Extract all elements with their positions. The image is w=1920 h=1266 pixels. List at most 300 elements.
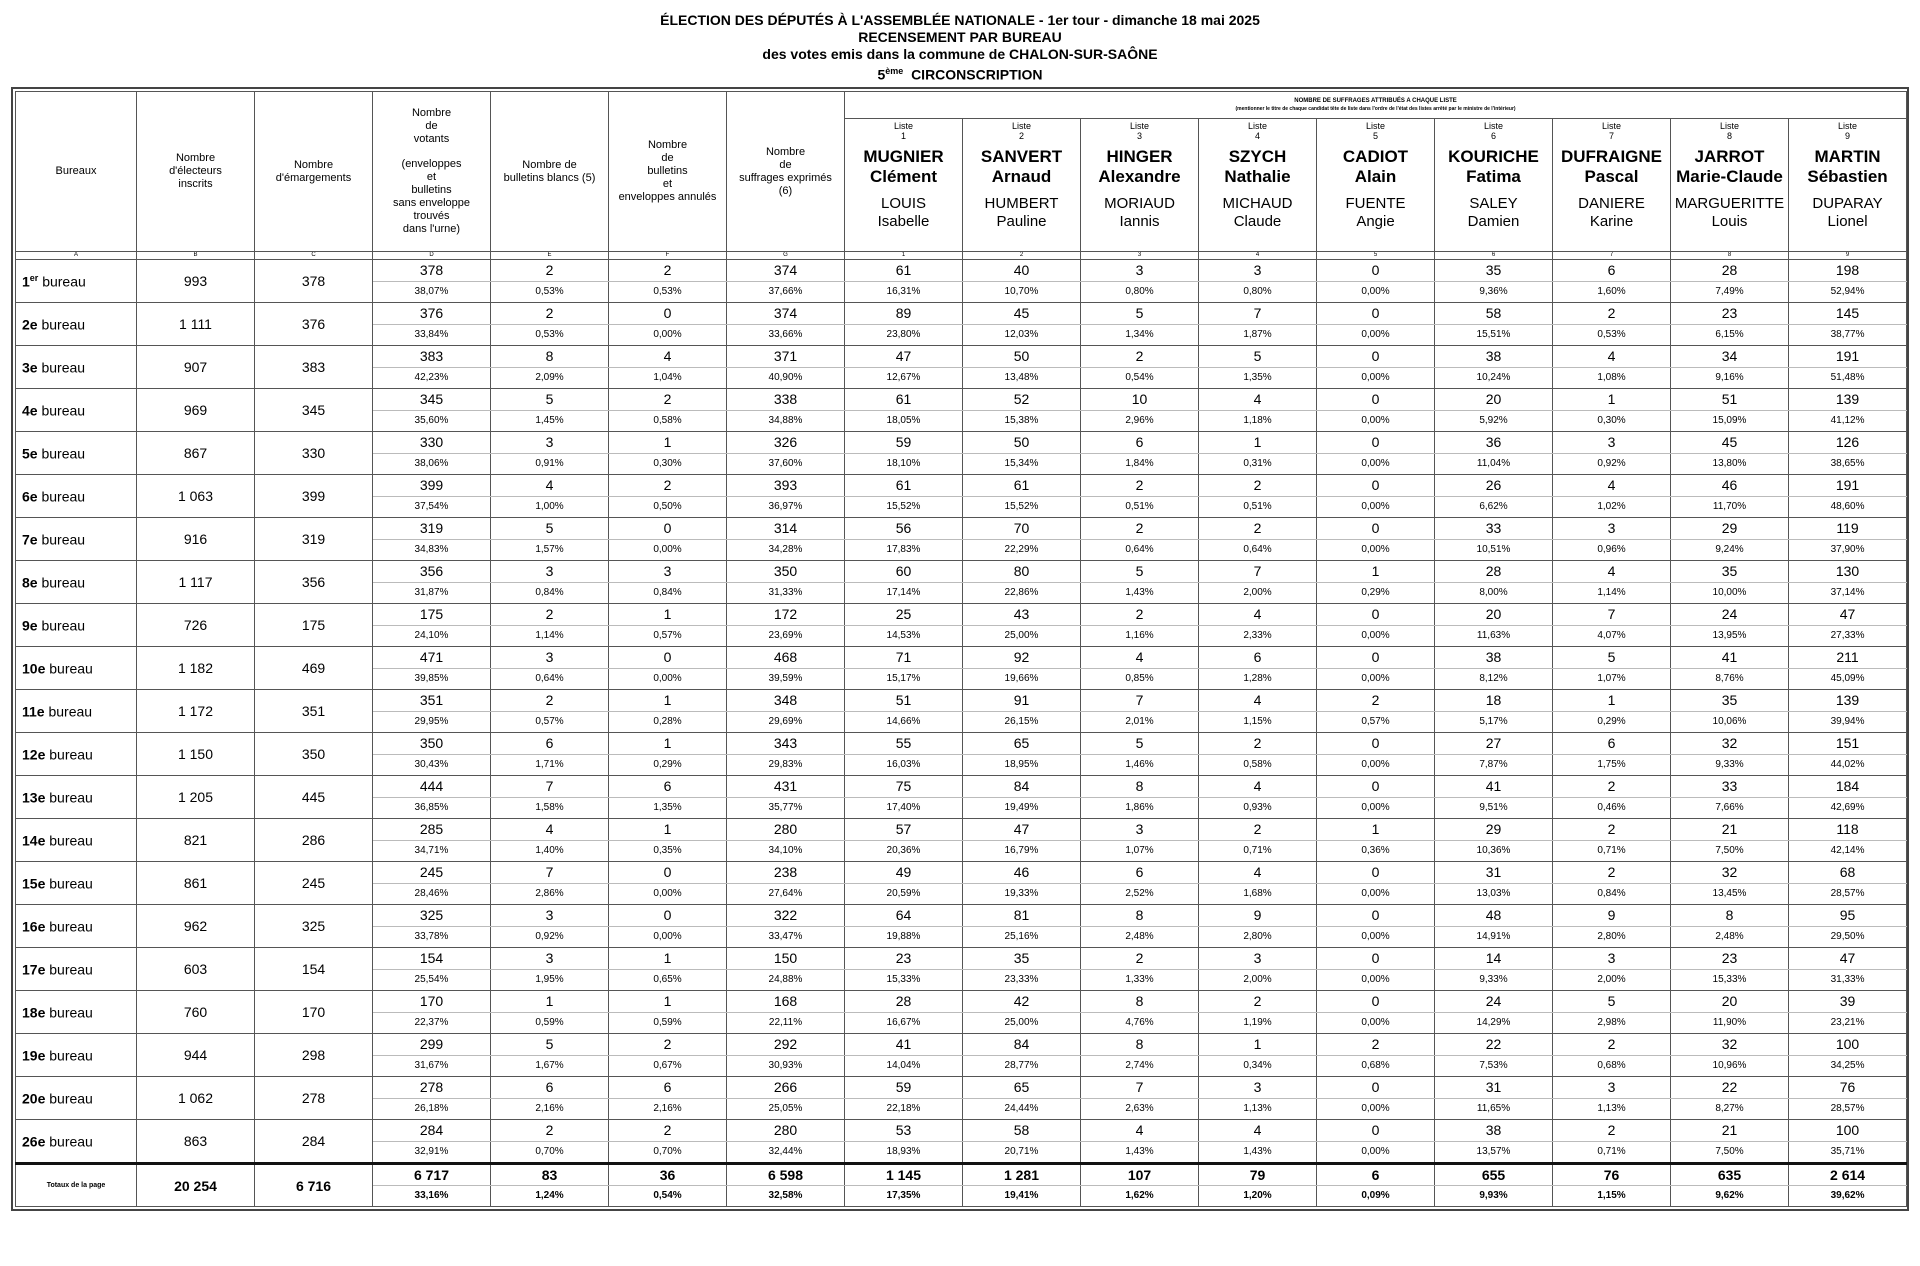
value-cell: 32 xyxy=(1671,1034,1789,1056)
inscrits-cell: 907 xyxy=(137,346,255,389)
percent-cell: 0,36% xyxy=(1317,841,1435,862)
value-cell: 374 xyxy=(727,303,845,325)
candidate-number: 3 xyxy=(1136,131,1142,141)
value-cell: 4 xyxy=(1199,690,1317,712)
value-cell: 2 xyxy=(609,1034,727,1056)
candidate-substitute: MICHAUD Claude xyxy=(1222,195,1293,230)
value-cell: 23 xyxy=(1671,303,1789,325)
value-cell: 80 xyxy=(963,561,1081,583)
candidate-name: SZYCH Nathalie xyxy=(1224,147,1291,186)
percent-cell: 24,10% xyxy=(373,626,491,647)
value-cell: 8 xyxy=(1081,905,1199,927)
value-cell: 2 xyxy=(1199,733,1317,755)
value-cell: 18 xyxy=(1435,690,1553,712)
emargements-cell: 170 xyxy=(255,991,373,1034)
header-blancs: Nombre de bulletins blancs (5) xyxy=(491,92,609,252)
value-cell: 6 xyxy=(1553,733,1671,755)
percent-cell: 0,80% xyxy=(1081,282,1199,303)
percent-cell: 0,29% xyxy=(1317,583,1435,604)
inscrits-cell: 867 xyxy=(137,432,255,475)
value-cell: 3 xyxy=(491,432,609,454)
total-value-cell: 1 281 xyxy=(963,1164,1081,1186)
inscrits-cell: 726 xyxy=(137,604,255,647)
percent-cell: 24,44% xyxy=(963,1099,1081,1120)
percent-cell: 0,65% xyxy=(609,970,727,991)
value-cell: 84 xyxy=(963,776,1081,798)
table-row xyxy=(16,432,1907,454)
percent-cell: 23,69% xyxy=(727,626,845,647)
value-cell: 32 xyxy=(1671,862,1789,884)
total-value-cell: 83 xyxy=(491,1164,609,1186)
value-cell: 75 xyxy=(845,776,963,798)
value-cell: 130 xyxy=(1789,561,1907,583)
value-cell: 7 xyxy=(1199,303,1317,325)
total-percent-cell: 1,15% xyxy=(1553,1186,1671,1207)
value-cell: 393 xyxy=(727,475,845,497)
percent-cell: 5,17% xyxy=(1435,712,1553,733)
percent-cell: 0,53% xyxy=(1553,325,1671,346)
percent-cell: 44,02% xyxy=(1789,755,1907,776)
percent-cell: 0,00% xyxy=(1317,497,1435,518)
percent-cell: 22,29% xyxy=(963,540,1081,561)
value-cell: 280 xyxy=(727,1120,845,1142)
percent-cell: 0,00% xyxy=(1317,798,1435,819)
percent-cell: 20,59% xyxy=(845,884,963,905)
percent-cell: 1,07% xyxy=(1553,669,1671,690)
inscrits-cell: 1 062 xyxy=(137,1077,255,1120)
value-cell: 6 xyxy=(1081,432,1199,454)
value-cell: 314 xyxy=(727,518,845,540)
candidate-liste-label: Liste xyxy=(1247,121,1267,131)
percent-cell: 19,66% xyxy=(963,669,1081,690)
column-letter: 1 xyxy=(845,252,963,260)
value-cell: 4 xyxy=(1199,604,1317,626)
percent-cell: 10,70% xyxy=(963,282,1081,303)
percent-cell: 0,00% xyxy=(609,669,727,690)
value-cell: 1 xyxy=(1553,389,1671,411)
percent-cell: 2,16% xyxy=(491,1099,609,1120)
value-cell: 3 xyxy=(491,647,609,669)
value-cell: 0 xyxy=(1317,260,1435,282)
bureau-label: 16e bureau xyxy=(16,905,137,948)
column-letter: 8 xyxy=(1671,252,1789,260)
value-cell: 47 xyxy=(963,819,1081,841)
percent-cell: 7,66% xyxy=(1671,798,1789,819)
percent-cell: 15,09% xyxy=(1671,411,1789,432)
candidate-name: CADIOT Alain xyxy=(1342,147,1409,186)
inscrits-cell: 863 xyxy=(137,1120,255,1164)
value-cell: 7 xyxy=(491,776,609,798)
value-cell: 319 xyxy=(373,518,491,540)
bureau-label: 6e bureau xyxy=(16,475,137,518)
percent-cell: 39,94% xyxy=(1789,712,1907,733)
value-cell: 6 xyxy=(1553,260,1671,282)
value-cell: 2 xyxy=(491,260,609,282)
value-cell: 0 xyxy=(1317,303,1435,325)
bureau-label: 4e bureau xyxy=(16,389,137,432)
percent-cell: 15,52% xyxy=(845,497,963,518)
percent-cell: 1,71% xyxy=(491,755,609,776)
circonscription-number: 5 xyxy=(877,66,886,83)
results-table xyxy=(15,91,1907,1207)
percent-cell: 0,53% xyxy=(491,282,609,303)
percent-cell: 0,54% xyxy=(1081,368,1199,389)
candidate-header xyxy=(1081,119,1199,252)
value-cell: 41 xyxy=(845,1034,963,1056)
inscrits-cell: 993 xyxy=(137,260,255,303)
percent-cell: 2,98% xyxy=(1553,1013,1671,1034)
value-cell: 471 xyxy=(373,647,491,669)
percent-cell: 7,87% xyxy=(1435,755,1553,776)
inscrits-cell: 1 150 xyxy=(137,733,255,776)
percent-cell: 1,68% xyxy=(1199,884,1317,905)
header-exprimes: Nombre de suffrages exprimés (6) xyxy=(727,92,845,252)
value-cell: 46 xyxy=(963,862,1081,884)
value-cell: 2 xyxy=(1553,862,1671,884)
value-cell: 41 xyxy=(1435,776,1553,798)
value-cell: 64 xyxy=(845,905,963,927)
value-cell: 154 xyxy=(373,948,491,970)
percent-cell: 29,69% xyxy=(727,712,845,733)
value-cell: 28 xyxy=(845,991,963,1013)
value-cell: 2 xyxy=(1081,604,1199,626)
value-cell: 118 xyxy=(1789,819,1907,841)
value-cell: 4 xyxy=(491,475,609,497)
percent-cell: 0,00% xyxy=(609,325,727,346)
value-cell: 285 xyxy=(373,819,491,841)
title-line-1: ÉLECTION DES DÉPUTÉS À L'ASSEMBLÉE NATIONALE - 1er tour - dimanche 18 mai 2025 xyxy=(660,12,1260,28)
total-percent-cell: 39,62% xyxy=(1789,1186,1907,1207)
table-row xyxy=(16,905,1907,927)
value-cell: 24 xyxy=(1671,604,1789,626)
percent-cell: 2,63% xyxy=(1081,1099,1199,1120)
percent-cell: 15,33% xyxy=(845,970,963,991)
value-cell: 20 xyxy=(1671,991,1789,1013)
table-row xyxy=(16,346,1907,368)
total-value-cell: 635 xyxy=(1671,1164,1789,1186)
column-letter: D xyxy=(373,252,491,260)
percent-cell: 1,60% xyxy=(1553,282,1671,303)
value-cell: 100 xyxy=(1789,1120,1907,1142)
percent-cell: 0,30% xyxy=(1553,411,1671,432)
totals-label: Totaux de la page xyxy=(16,1164,137,1207)
percent-cell: 42,69% xyxy=(1789,798,1907,819)
percent-cell: 1,43% xyxy=(1199,1142,1317,1164)
percent-cell: 9,33% xyxy=(1671,755,1789,776)
value-cell: 2 xyxy=(491,604,609,626)
percent-cell: 31,67% xyxy=(373,1056,491,1077)
value-cell: 7 xyxy=(1553,604,1671,626)
value-cell: 0 xyxy=(1317,604,1435,626)
value-cell: 22 xyxy=(1671,1077,1789,1099)
total-value-cell: 2 614 xyxy=(1789,1164,1907,1186)
percent-cell: 27,33% xyxy=(1789,626,1907,647)
candidate-number: 6 xyxy=(1490,131,1496,141)
value-cell: 211 xyxy=(1789,647,1907,669)
value-cell: 81 xyxy=(963,905,1081,927)
table-row xyxy=(16,1120,1907,1142)
percent-cell: 1,07% xyxy=(1081,841,1199,862)
candidate-number: 7 xyxy=(1608,131,1614,141)
percent-cell: 24,88% xyxy=(727,970,845,991)
value-cell: 0 xyxy=(609,862,727,884)
percent-cell: 11,63% xyxy=(1435,626,1553,647)
value-cell: 68 xyxy=(1789,862,1907,884)
emargements-cell: 330 xyxy=(255,432,373,475)
percent-cell: 0,59% xyxy=(491,1013,609,1034)
percent-cell: 0,59% xyxy=(609,1013,727,1034)
candidate-liste-label: Liste xyxy=(1719,121,1739,131)
percent-cell: 0,00% xyxy=(1317,884,1435,905)
bureau-label: 26e bureau xyxy=(16,1120,137,1164)
value-cell: 84 xyxy=(963,1034,1081,1056)
percent-cell: 0,00% xyxy=(1317,970,1435,991)
total-inscrits: 20 254 xyxy=(137,1164,255,1207)
column-letter-row xyxy=(16,252,1907,260)
percent-cell: 9,51% xyxy=(1435,798,1553,819)
percent-cell: 0,30% xyxy=(609,454,727,475)
percent-cell: 39,85% xyxy=(373,669,491,690)
value-cell: 0 xyxy=(1317,1077,1435,1099)
emargements-cell: 378 xyxy=(255,260,373,303)
percent-cell: 1,46% xyxy=(1081,755,1199,776)
total-percent-cell: 0,09% xyxy=(1317,1186,1435,1207)
percent-cell: 0,34% xyxy=(1199,1056,1317,1077)
emargements-cell: 286 xyxy=(255,819,373,862)
value-cell: 42 xyxy=(963,991,1081,1013)
percent-cell: 11,70% xyxy=(1671,497,1789,518)
value-cell: 1 xyxy=(1553,690,1671,712)
table-row xyxy=(16,604,1907,626)
percent-cell: 26,18% xyxy=(373,1099,491,1120)
percent-cell: 27,64% xyxy=(727,884,845,905)
value-cell: 29 xyxy=(1671,518,1789,540)
value-cell: 1 xyxy=(609,604,727,626)
bureau-label: 3e bureau xyxy=(16,346,137,389)
inscrits-cell: 760 xyxy=(137,991,255,1034)
value-cell: 61 xyxy=(845,260,963,282)
value-cell: 0 xyxy=(1317,905,1435,927)
value-cell: 238 xyxy=(727,862,845,884)
value-cell: 0 xyxy=(609,647,727,669)
value-cell: 65 xyxy=(963,1077,1081,1099)
emargements-cell: 175 xyxy=(255,604,373,647)
percent-cell: 0,00% xyxy=(1317,540,1435,561)
value-cell: 89 xyxy=(845,303,963,325)
circonscription-label: CIRCONSCRIPTION xyxy=(911,66,1043,83)
inscrits-cell: 1 063 xyxy=(137,475,255,518)
bureau-label: 15e bureau xyxy=(16,862,137,905)
value-cell: 374 xyxy=(727,260,845,282)
total-emargements: 6 716 xyxy=(255,1164,373,1207)
value-cell: 59 xyxy=(845,432,963,454)
value-cell: 2 xyxy=(609,389,727,411)
column-letter: 4 xyxy=(1199,252,1317,260)
percent-cell: 16,03% xyxy=(845,755,963,776)
percent-cell: 11,90% xyxy=(1671,1013,1789,1034)
value-cell: 7 xyxy=(1199,561,1317,583)
candidate-substitute: DANIERE Karine xyxy=(1578,195,1645,230)
column-letter: 3 xyxy=(1081,252,1199,260)
percent-cell: 10,36% xyxy=(1435,841,1553,862)
value-cell: 191 xyxy=(1789,475,1907,497)
percent-cell: 33,66% xyxy=(727,325,845,346)
percent-cell: 33,78% xyxy=(373,927,491,948)
percent-cell: 0,67% xyxy=(609,1056,727,1077)
value-cell: 58 xyxy=(963,1120,1081,1142)
percent-cell: 34,28% xyxy=(727,540,845,561)
inscrits-cell: 861 xyxy=(137,862,255,905)
emargements-cell: 154 xyxy=(255,948,373,991)
percent-cell: 31,87% xyxy=(373,583,491,604)
percent-cell: 0,80% xyxy=(1199,282,1317,303)
candidate-number: 8 xyxy=(1726,131,1732,141)
value-cell: 22 xyxy=(1435,1034,1553,1056)
emargements-cell: 356 xyxy=(255,561,373,604)
percent-cell: 12,03% xyxy=(963,325,1081,346)
percent-cell: 30,43% xyxy=(373,755,491,776)
value-cell: 36 xyxy=(1435,432,1553,454)
value-cell: 92 xyxy=(963,647,1081,669)
percent-cell: 0,00% xyxy=(1317,368,1435,389)
percent-cell: 2,52% xyxy=(1081,884,1199,905)
header-suffrages: NOMBRE DE SUFFRAGES ATTRIBUÉS A CHAQUE LISTE (mentionner le titre de chaque candidat tête de liste dans l'ordre de l'état des listes arrêté par le ministre de l'intérieur) xyxy=(845,92,1907,119)
value-cell: 0 xyxy=(1317,948,1435,970)
percent-cell: 9,33% xyxy=(1435,970,1553,991)
percent-cell: 1,33% xyxy=(1081,970,1199,991)
value-cell: 39 xyxy=(1789,991,1907,1013)
percent-cell: 2,33% xyxy=(1199,626,1317,647)
bureau-label: 18e bureau xyxy=(16,991,137,1034)
value-cell: 151 xyxy=(1789,733,1907,755)
emargements-cell: 383 xyxy=(255,346,373,389)
percent-cell: 6,15% xyxy=(1671,325,1789,346)
candidate-name: HINGER Alexandre xyxy=(1098,147,1181,186)
table-body xyxy=(16,260,1907,1207)
value-cell: 4 xyxy=(1553,561,1671,583)
candidate-number: 1 xyxy=(900,131,906,141)
value-cell: 399 xyxy=(373,475,491,497)
emargements-cell: 284 xyxy=(255,1120,373,1164)
value-cell: 60 xyxy=(845,561,963,583)
percent-cell: 0,00% xyxy=(1317,325,1435,346)
value-cell: 2 xyxy=(1317,690,1435,712)
value-cell: 2 xyxy=(1199,518,1317,540)
percent-cell: 0,00% xyxy=(1317,411,1435,432)
percent-cell: 1,04% xyxy=(609,368,727,389)
column-letter: B xyxy=(137,252,255,260)
percent-cell: 1,84% xyxy=(1081,454,1199,475)
percent-cell: 9,36% xyxy=(1435,282,1553,303)
percent-cell: 31,33% xyxy=(727,583,845,604)
value-cell: 14 xyxy=(1435,948,1553,970)
percent-cell: 2,01% xyxy=(1081,712,1199,733)
percent-cell: 0,64% xyxy=(1199,540,1317,561)
value-cell: 91 xyxy=(963,690,1081,712)
percent-cell: 0,68% xyxy=(1553,1056,1671,1077)
value-cell: 100 xyxy=(1789,1034,1907,1056)
column-letter: 7 xyxy=(1553,252,1671,260)
percent-cell: 18,05% xyxy=(845,411,963,432)
table-row xyxy=(16,991,1907,1013)
value-cell: 1 xyxy=(1199,1034,1317,1056)
percent-cell: 33,84% xyxy=(373,325,491,346)
value-cell: 50 xyxy=(963,432,1081,454)
percent-cell: 42,14% xyxy=(1789,841,1907,862)
value-cell: 5 xyxy=(1199,346,1317,368)
value-cell: 38 xyxy=(1435,647,1553,669)
value-cell: 3 xyxy=(1553,948,1671,970)
value-cell: 5 xyxy=(1553,647,1671,669)
value-cell: 198 xyxy=(1789,260,1907,282)
value-cell: 35 xyxy=(1435,260,1553,282)
candidate-liste-label: Liste xyxy=(1601,121,1621,131)
percent-cell: 0,70% xyxy=(491,1142,609,1164)
value-cell: 38 xyxy=(1435,1120,1553,1142)
percent-cell: 2,00% xyxy=(1553,970,1671,991)
candidate-header xyxy=(1671,119,1789,252)
value-cell: 6 xyxy=(609,776,727,798)
percent-cell: 22,18% xyxy=(845,1099,963,1120)
percent-cell: 20,36% xyxy=(845,841,963,862)
percent-cell: 52,94% xyxy=(1789,282,1907,303)
percent-cell: 29,95% xyxy=(373,712,491,733)
percent-cell: 25,16% xyxy=(963,927,1081,948)
percent-cell: 1,67% xyxy=(491,1056,609,1077)
value-cell: 55 xyxy=(845,733,963,755)
inscrits-cell: 1 205 xyxy=(137,776,255,819)
percent-cell: 1,43% xyxy=(1081,1142,1199,1164)
percent-cell: 22,11% xyxy=(727,1013,845,1034)
percent-cell: 7,50% xyxy=(1671,841,1789,862)
value-cell: 0 xyxy=(1317,346,1435,368)
candidate-number: 4 xyxy=(1254,131,1260,141)
value-cell: 126 xyxy=(1789,432,1907,454)
value-cell: 3 xyxy=(1553,518,1671,540)
percent-cell: 28,77% xyxy=(963,1056,1081,1077)
value-cell: 8 xyxy=(1081,991,1199,1013)
total-value-cell: 76 xyxy=(1553,1164,1671,1186)
value-cell: 170 xyxy=(373,991,491,1013)
percent-cell: 1,45% xyxy=(491,411,609,432)
inscrits-cell: 916 xyxy=(137,518,255,561)
percent-cell: 23,80% xyxy=(845,325,963,346)
percent-cell: 34,71% xyxy=(373,841,491,862)
percent-cell: 8,12% xyxy=(1435,669,1553,690)
bureau-label: 1er bureau xyxy=(16,260,137,303)
value-cell: 1 xyxy=(609,690,727,712)
bureau-label: 20e bureau xyxy=(16,1077,137,1120)
value-cell: 40 xyxy=(963,260,1081,282)
value-cell: 70 xyxy=(963,518,1081,540)
percent-cell: 22,37% xyxy=(373,1013,491,1034)
percent-cell: 38,65% xyxy=(1789,454,1907,475)
percent-cell: 15,51% xyxy=(1435,325,1553,346)
percent-cell: 32,44% xyxy=(727,1142,845,1164)
value-cell: 175 xyxy=(373,604,491,626)
percent-cell: 1,08% xyxy=(1553,368,1671,389)
value-cell: 0 xyxy=(609,303,727,325)
table-row xyxy=(16,647,1907,669)
table-row xyxy=(16,260,1907,282)
value-cell: 2 xyxy=(1553,819,1671,841)
percent-cell: 28,57% xyxy=(1789,1099,1907,1120)
percent-cell: 1,02% xyxy=(1553,497,1671,518)
percent-cell: 26,15% xyxy=(963,712,1081,733)
percent-cell: 13,45% xyxy=(1671,884,1789,905)
value-cell: 20 xyxy=(1435,389,1553,411)
value-cell: 51 xyxy=(845,690,963,712)
